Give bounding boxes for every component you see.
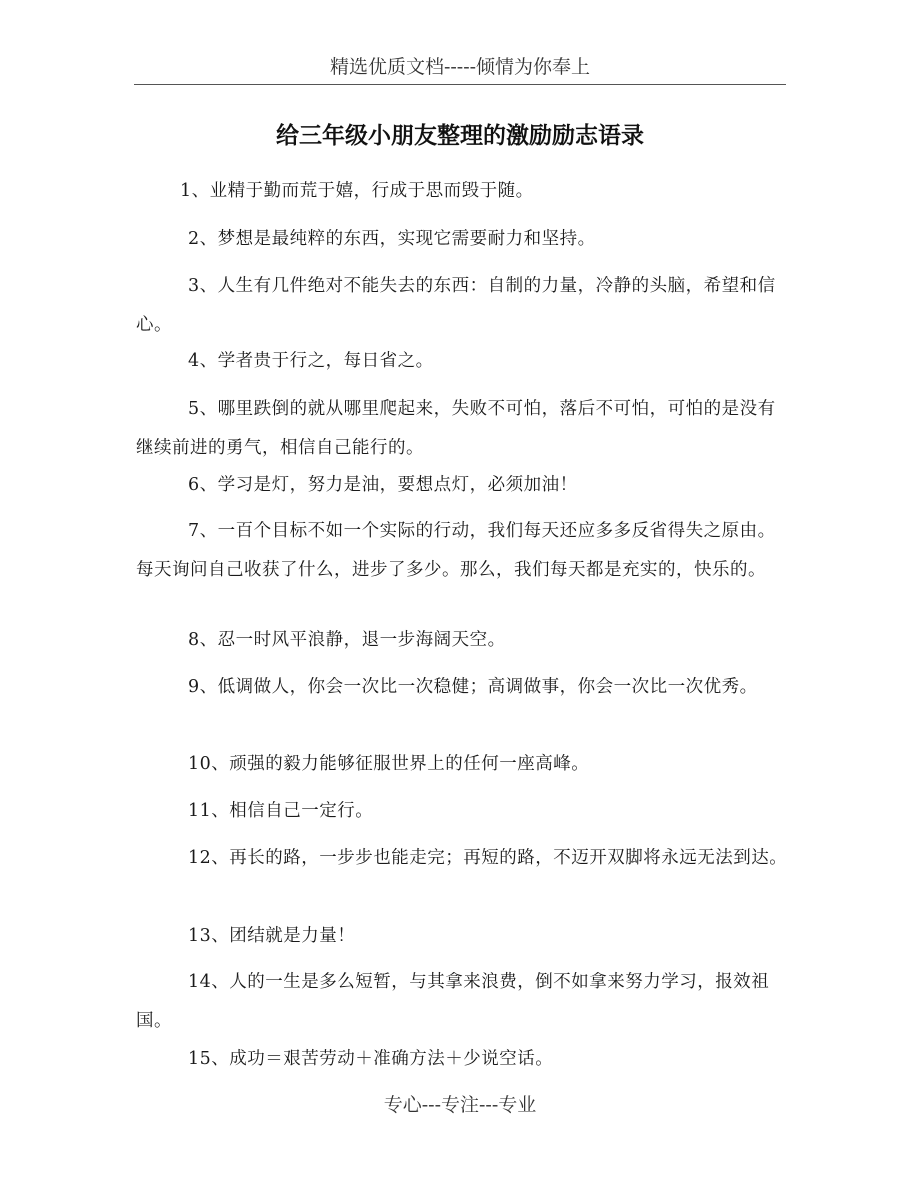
- page-footer: 专心---专注---专业: [383, 1094, 537, 1116]
- quote-item-7: 7、一百个目标不如一个实际的行动，我们每天还应多多反省得失之原由。每天询问自己收获了什么，进步了多少。那么，我们每天都是充实的，快乐的。: [136, 521, 776, 580]
- quote-item-10: 10、顽强的毅力能够征服世界上的任何一座高峰。: [188, 754, 590, 774]
- quote-item-11: 11、相信自己一定行。: [188, 801, 374, 821]
- quote-item-6: 6、学习是灯，努力是油，要想点灯，必须加油！: [188, 475, 578, 495]
- quote-item-9: 9、低调做人，你会一次比一次稳健；高调做事，你会一次比一次优秀。: [188, 677, 758, 697]
- quote-item-5: 5、哪里跌倒的就从哪里爬起来，失败不可怕，落后不可怕，可怕的是没有继续前进的勇气，相信自己能行的。: [136, 399, 776, 458]
- page-header: 精选优质文档-----倾情为你奉上: [329, 56, 591, 78]
- quote-item-1: 1、业精于勤而荒于嬉，行成于思而毁于随。: [180, 181, 534, 201]
- document-title: 给三年级小朋友整理的激励励志语录: [276, 123, 644, 149]
- quote-item-8: 8、忍一时风平浪静，退一步海阔天空。: [188, 630, 506, 650]
- quote-item-4: 4、学者贵于行之，每日省之。: [188, 351, 434, 371]
- quote-item-2: 2、梦想是最纯粹的东西，实现它需要耐力和坚持。: [188, 229, 596, 249]
- quote-item-12: 12、再长的路，一步步也能走完；再短的路，不迈开双脚将永远无法到达。: [188, 848, 788, 868]
- quote-item-15: 15、成功＝艰苦劳动＋准确方法＋少说空话。: [188, 1049, 554, 1069]
- quote-item-14: 14、人的一生是多么短暂，与其拿来浪费，倒不如拿来努力学习，报效祖国。: [136, 972, 770, 1031]
- header-divider: [134, 84, 786, 85]
- quote-item-3: 3、人生有几件绝对不能失去的东西：自制的力量，冷静的头脑，希望和信心。: [136, 276, 776, 335]
- quote-item-13: 13、团结就是力量！: [188, 926, 356, 946]
